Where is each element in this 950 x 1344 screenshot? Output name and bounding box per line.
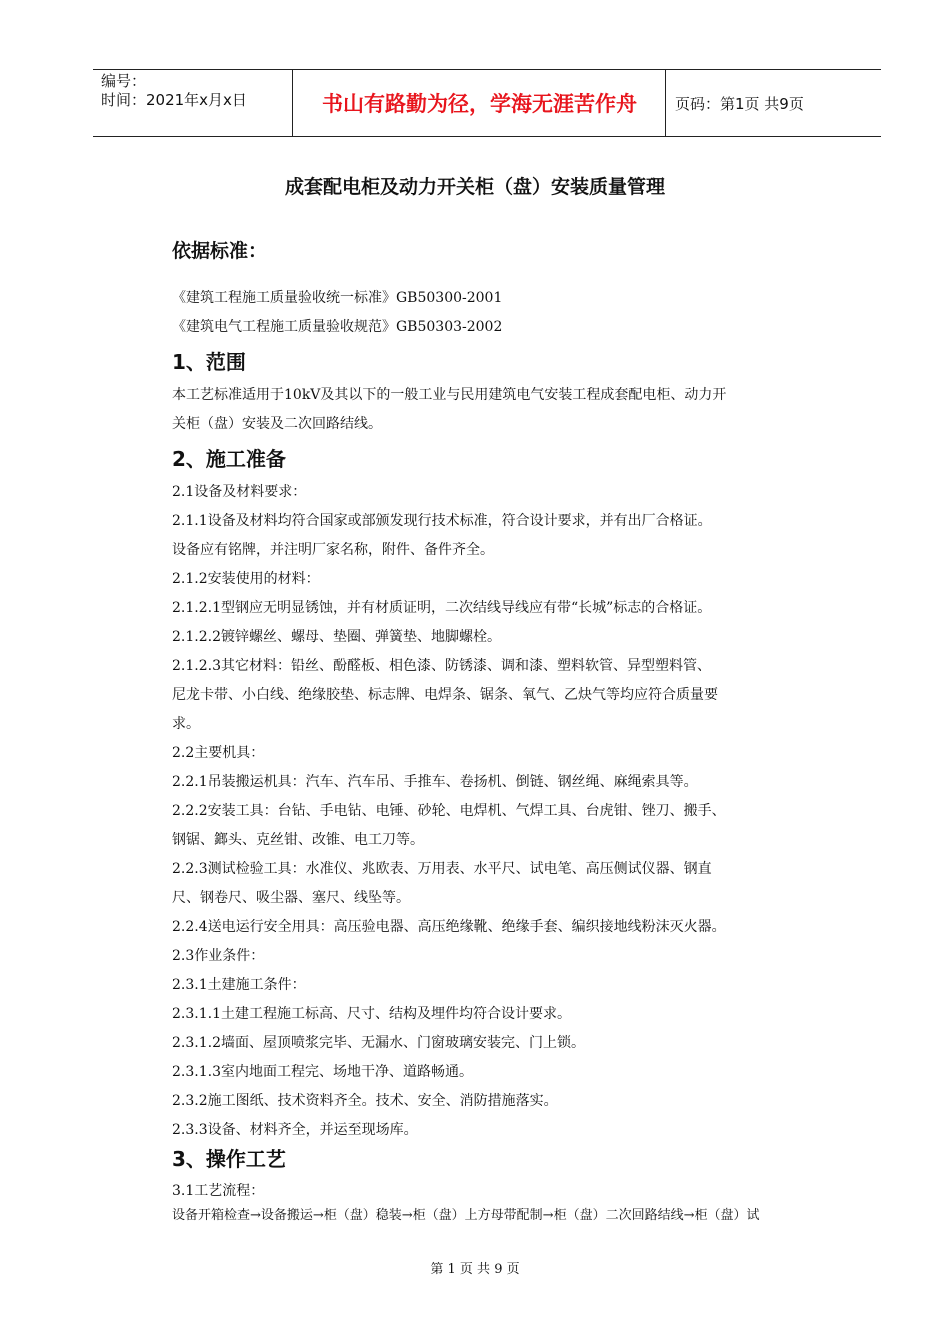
paragraph-line: 2.3.1.2墙面、屋顶喷浆完毕、无漏水、门窗玻璃安装完、门上锁。 (172, 1035, 585, 1051)
paragraph-line: 2.3.2施工图纸、技术资料齐全。技术、安全、消防措施落实。 (172, 1093, 558, 1109)
paragraph-line: 本工艺标准适用于10kV及其以下的一般工业与民用建筑电气安装工程成套配电柜、动力开 (172, 387, 727, 403)
process-flow: 设备开箱检查→设备搬运→柜（盘）稳装→柜（盘）上方母带配制→柜（盘）二次回路结线→柜（盘）试 (172, 1208, 760, 1223)
paragraph-line: 尼龙卡带、小白线、绝缘胶垫、标志牌、电焊条、锯条、氧气、乙炔气等均应符合质量要 (172, 687, 718, 703)
paragraph-line: 2.2.1吊装搬运机具：汽车、汽车吊、手推车、卷扬机、倒链、钢丝绳、麻绳索具等。 (172, 774, 698, 790)
basis-item: 《建筑工程施工质量验收统一标准》GB50300-2001 (172, 290, 503, 306)
paragraph-line: 2.1.2安装使用的材料： (172, 571, 320, 587)
paragraph-line: 2.2主要机具： (172, 745, 265, 761)
page-header (93, 69, 881, 137)
basis-item: 《建筑电气工程施工质量验收规范》GB50303-2002 (172, 319, 503, 335)
paragraph-line: 2.3.1土建施工条件： (172, 977, 306, 993)
paragraph-line: 3.1工艺流程： (172, 1183, 265, 1199)
paragraph-line: 2.1.2.1型钢应无明显锈蚀，并有材质证明，二次结线导线应有带“长城”标志的合格证。 (172, 600, 712, 616)
paragraph-line: 关柜（盘）安装及二次回路结线。 (172, 416, 382, 432)
header-page-number: 页码：第1页 共9页 (675, 95, 804, 113)
paragraph-line: 2.1.1设备及材料均符合国家或部颁发现行技术标准，符合设计要求，并有出厂合格证。 (172, 513, 712, 529)
document-title: 成套配电柜及动力开关柜（盘）安装质量管理 (284, 176, 665, 198)
section-2-heading: 2、施工准备 (172, 447, 286, 471)
paragraph-line: 2.1.2.3其它材料：铅丝、酚醛板、相色漆、防锈漆、调和漆、塑料软管、异型塑料管、 (172, 658, 711, 674)
paragraph-line: 求。 (172, 716, 200, 732)
document-date: 时间：2021年x月x日 (101, 91, 247, 109)
page-footer: 第 1 页 共 9 页 (430, 1262, 520, 1277)
header-motto: 书山有路勤为径，学海无涯苦作舟 (322, 92, 637, 116)
paragraph-line: 2.3.1.3室内地面工程完、场地干净、道路畅通。 (172, 1064, 473, 1080)
document-number: 编号： (101, 72, 147, 90)
paragraph-line: 2.1.2.2镀锌螺丝、螺母、垫圈、弹簧垫、地脚螺栓。 (172, 629, 501, 645)
paragraph-line: 钢锯、鎯头、克丝钳、改锥、电工刀等。 (172, 832, 424, 848)
paragraph-line: 2.3.1.1土建工程施工标高、尺寸、结构及埋件均符合设计要求。 (172, 1006, 571, 1022)
section-1-body (172, 381, 852, 439)
paragraph-line: 2.1设备及材料要求： (172, 484, 307, 500)
paragraph-line: 2.3.3设备、材料齐全，并运至现场库。 (172, 1122, 418, 1138)
paragraph-line: 2.2.2安装工具：台钻、手电钻、电锤、砂轮、电焊机、气焊工具、台虎钳、锉刀、搬手、 (172, 803, 726, 819)
header-divider (665, 70, 666, 136)
paragraph-line: 尺、钢卷尺、吸尘器、塞尺、线坠等。 (172, 890, 410, 906)
paragraph-line: 设备应有铭牌，并注明厂家名称，附件、备件齐全。 (172, 542, 494, 558)
section-1-heading: 1、范围 (172, 350, 246, 374)
basis-heading: 依据标准： (172, 240, 268, 262)
paragraph-line: 2.2.4送电运行安全用具：高压验电器、高压绝缘靴、绝缘手套、编织接地线粉沫灭火器。 (172, 919, 726, 935)
header-meta (101, 72, 247, 110)
section-3-body (172, 1177, 852, 1226)
basis-list (172, 284, 852, 342)
paragraph-line: 2.3作业条件： (172, 948, 265, 964)
paragraph-line: 2.2.3测试检验工具：水准仪、兆欧表、万用表、水平尺、试电笔、高压侧试仪器、钢直 (172, 861, 712, 877)
section-2-body (172, 478, 852, 1145)
section-3-heading: 3、操作工艺 (172, 1147, 286, 1171)
